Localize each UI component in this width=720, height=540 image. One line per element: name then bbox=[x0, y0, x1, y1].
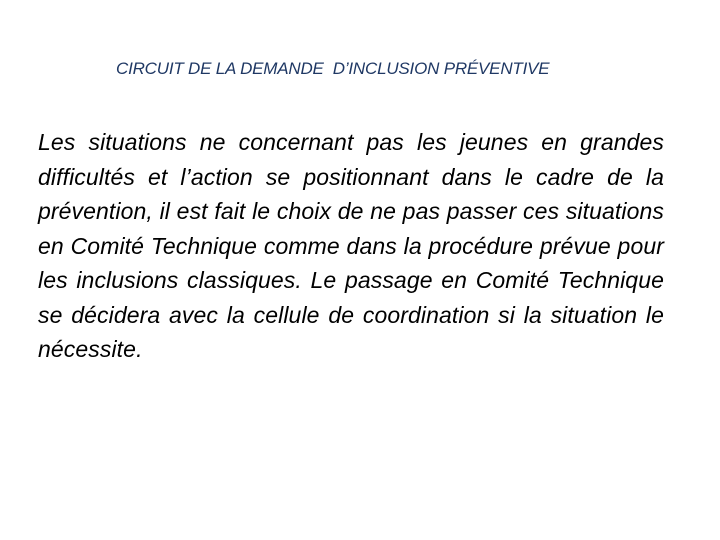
body-paragraph: Les situations ne concernant pas les jeunes en grandes difficultés et l’action se positionnant dans le cadre de la prévention, il est fait le choix de ne pas passer ces situations en Comité Technique comme dans la procédure prévue pour les inclusions classiques. Le passage en Comité Technique se décidera avec la cellule de coordination si la situation le nécessite. bbox=[38, 129, 664, 362]
slide-title: CIRCUIT DE LA DEMANDE D’INCLUSION PRÉVENTIVE bbox=[116, 59, 550, 78]
